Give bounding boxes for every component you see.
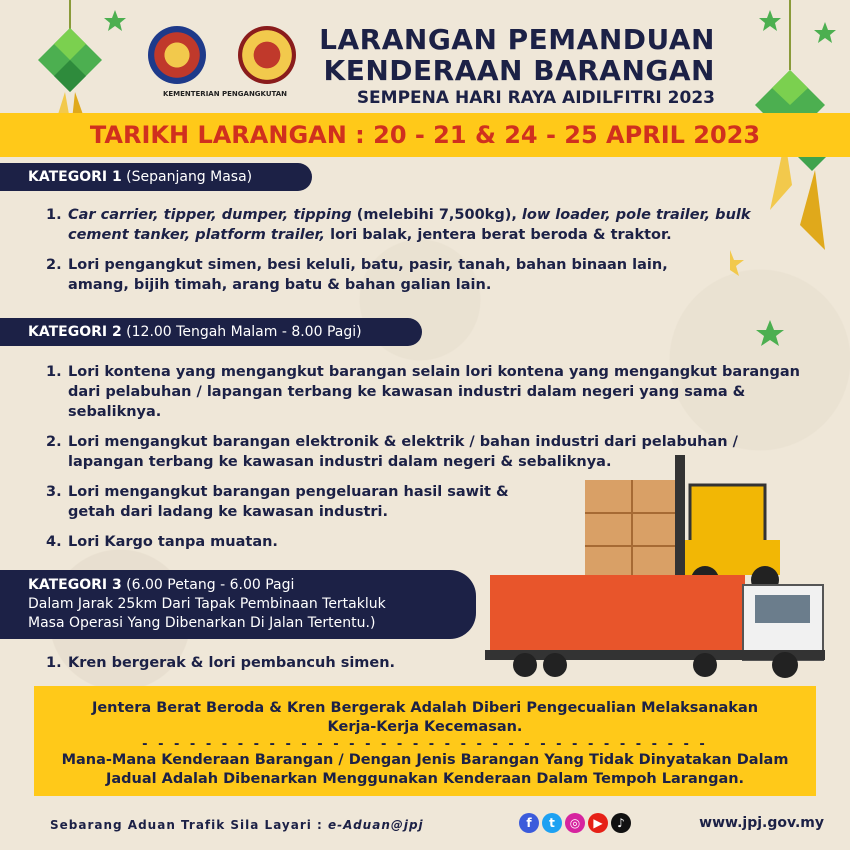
list-item bbox=[46, 362, 816, 422]
item-text: Lori mengangkut barangan pengeluaran hasil sawit & getah dari ladang ke kawasan industri. bbox=[68, 484, 509, 520]
notice-line-2: Kerja-Kerja Kecemasan. bbox=[327, 719, 523, 735]
item-number: 2. bbox=[46, 257, 62, 273]
ministry-label: KEMENTERIAN PENGANGKUTAN bbox=[162, 90, 288, 98]
category-3-header bbox=[0, 570, 476, 639]
item-number: 1. bbox=[46, 655, 62, 671]
category-3-title: KATEGORI 3 bbox=[28, 577, 122, 593]
category-3-subtitle-line-2: Dalam Jarak 25km Dari Tapak Pembinaan Tertakluk bbox=[28, 596, 386, 612]
title-line-3: SEMPENA HARI RAYA AIDILFITRI 2023 bbox=[356, 88, 715, 108]
item-text: Lori pengangkut simen, besi keluli, batu, pasir, tanah, bahan binaan lain, amang, bijih timah, arang batu & bahan galian lain. bbox=[68, 257, 668, 293]
title-line-2: KENDERAAN BARANGAN bbox=[323, 54, 715, 87]
e-aduan-link[interactable]: e-Aduan@jpj bbox=[328, 818, 424, 832]
notice-line-1: Jentera Berat Beroda & Kren Bergerak Adalah Diberi Pengecualian Melaksanakan bbox=[91, 700, 759, 716]
date-banner-text: TARIKH LARANGAN : 20 - 21 & 24 - 25 APRIL 2023 bbox=[89, 121, 761, 149]
notice-divider: - - - - - - - - - - - - - - - - - - - - - - - - - - - - - - - - - - - - bbox=[142, 739, 708, 751]
item-text: Car carrier, tipper, dumper, tipping (melebihi 7,500kg), low loader, pole trailer, bulk cement tanker, platform trailer, lori balak, jentera berat beroda & traktor. bbox=[68, 207, 751, 243]
item-number: 3. bbox=[46, 484, 62, 500]
list-item bbox=[46, 205, 806, 245]
date-banner bbox=[0, 113, 850, 157]
category-2-subtitle: (12.00 Tengah Malam - 8.00 Pagi) bbox=[121, 324, 362, 340]
item-text: Lori mengangkut barangan elektronik & elektrik / bahan industri dari pelabuhan / lapangan terbang ke kawasan industri dalam negeri & sebaliknya. bbox=[68, 434, 738, 470]
facebook-icon[interactable]: f bbox=[519, 813, 539, 833]
instagram-icon[interactable]: ◎ bbox=[565, 813, 585, 833]
category-1-subtitle: (Sepanjang Masa) bbox=[121, 169, 253, 185]
youtube-icon[interactable]: ▶ bbox=[588, 813, 608, 833]
website-link[interactable]: www.jpj.gov.my bbox=[699, 815, 824, 831]
item-number: 1. bbox=[46, 207, 62, 223]
item-number: 1. bbox=[46, 364, 62, 380]
complaint-text: Sebarang Aduan Trafik Sila Layari : e-Aduan@jpj bbox=[50, 818, 424, 832]
title-line-1: LARANGAN PEMANDUAN bbox=[319, 23, 715, 56]
notice-line-3: Mana-Mana Kenderaan Barangan / Dengan Jenis Barangan Yang Tidak Dinyatakan Dalam bbox=[61, 752, 789, 768]
list-item bbox=[46, 482, 526, 522]
notice-line-4: Jadual Adalah Dibenarkan Menggunakan Kenderaan Dalam Tempoh Larangan. bbox=[105, 771, 745, 787]
category-3-list bbox=[46, 653, 546, 683]
category-2-title: KATEGORI 2 bbox=[28, 324, 122, 340]
category-1-header bbox=[0, 163, 312, 191]
item-number: 4. bbox=[46, 534, 62, 550]
tiktok-icon[interactable]: ♪ bbox=[611, 813, 631, 833]
twitter-icon[interactable]: t bbox=[542, 813, 562, 833]
malaysia-crest-logo bbox=[148, 26, 206, 84]
item-text: Lori Kargo tanpa muatan. bbox=[68, 534, 278, 550]
poster-title bbox=[319, 24, 715, 108]
logo-group bbox=[140, 22, 310, 100]
exemption-notice bbox=[34, 686, 816, 796]
item-text: Lori kontena yang mengangkut barangan selain lori kontena yang mengangkut barangan dari pelabuhan / lapangan terbang ke kawasan industri dalam negeri yang sama & sebaliknya. bbox=[68, 364, 800, 420]
item-number: 2. bbox=[46, 434, 62, 450]
category-3-subtitle: (6.00 Petang - 6.00 Pagi bbox=[121, 577, 295, 593]
social-icons bbox=[519, 813, 631, 833]
category-3-subtitle-line-3: Masa Operasi Yang Dibenarkan Di Jalan Tertentu.) bbox=[28, 615, 376, 631]
list-item bbox=[46, 653, 546, 673]
list-item bbox=[46, 255, 706, 295]
category-2-header bbox=[0, 318, 422, 346]
item-text: Kren bergerak & lori pembancuh simen. bbox=[68, 655, 396, 671]
ketupat-decoration-right bbox=[730, 0, 850, 360]
category-1-title: KATEGORI 1 bbox=[28, 169, 122, 185]
jpj-logo bbox=[238, 26, 296, 84]
category-1-list bbox=[46, 205, 806, 305]
